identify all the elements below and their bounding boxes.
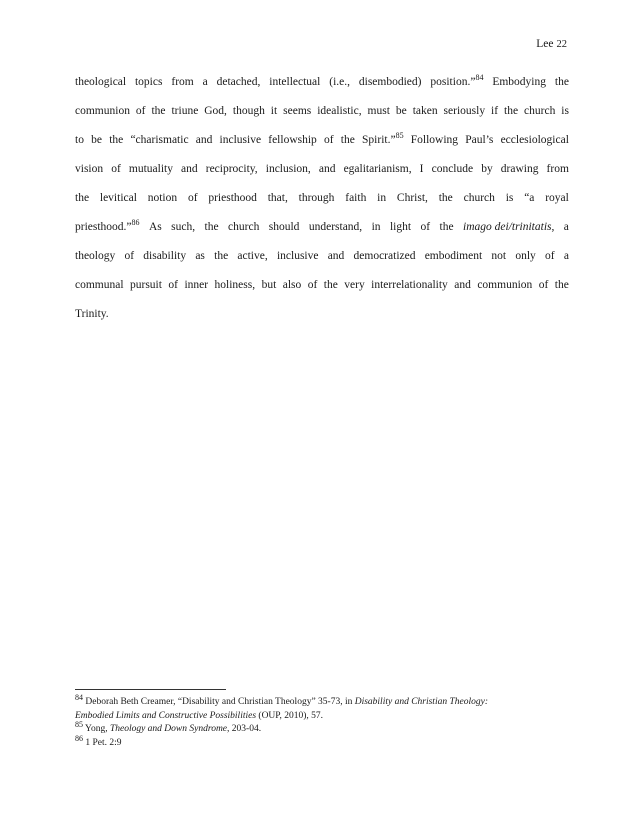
body-word: and [195,134,213,146]
footnote-continuation: Embodied Limits and Constructive Possibilities (OUP, 2010), 57. [75,710,324,721]
body-word: Embodying [492,76,546,88]
body-word: embodiment [424,250,483,262]
body-word: triune [171,105,199,117]
body-word: As [148,221,162,233]
body-line [75,213,569,242]
footnote-84: $^{84}$ Deborah Beth Creamer, “Disability and Christian Theology” 35-73, in Disability and Christian Theology: [75,692,488,707]
body-word: topics [134,76,163,88]
body-word: theology [75,250,116,262]
body-word: also [282,279,302,291]
body-word: if [491,105,499,117]
body-word: is [505,192,514,204]
body-word: inclusive [276,250,319,262]
body-word: seems [283,105,312,117]
body-word: of [538,279,549,291]
body-word: the [438,192,453,204]
body-word: egalitarianism, [343,163,412,175]
body-word: of [168,279,178,291]
header-author: Lee [536,38,554,50]
body-word: and [181,163,198,175]
body-word: not [491,250,507,262]
body-word: should [268,221,300,233]
body-word: but [261,279,277,291]
body-word: though [232,105,265,117]
body-word: Trinity. [75,308,109,320]
body-word: of [124,250,135,262]
body-word: understand, [308,221,363,233]
body-word: inclusive [219,134,262,146]
body-word: the [554,76,569,88]
body-word: imago dei/trinitatis, [463,221,555,233]
footnote-86: $^{86}$ 1 Pet. 2:9 [75,733,122,748]
body-word: God, [204,105,227,117]
footnote-reference: 86 [131,218,140,228]
header-page-number: 22 [556,39,567,50]
body-word: the [340,134,355,146]
body-word: such, [171,221,196,233]
body-word: Following [410,134,459,146]
body-word: pursuit [130,279,162,291]
body-word: the [151,105,166,117]
body-word: communal [75,279,124,291]
body-word: detached, [216,76,261,88]
body-word: is [561,105,569,117]
body-word: reciprocity, [205,163,258,175]
body-word: of [111,163,121,175]
body-word: as [195,250,205,262]
body-word: fellowship [268,134,317,146]
body-word: conclude [431,163,474,175]
body-word: light [389,221,412,233]
body-word: royal [545,192,569,204]
body-word: the [504,105,519,117]
body-word: levitical [99,192,137,204]
body-line [75,242,569,271]
body-word: of [545,250,555,262]
body-word: in [371,221,381,233]
body-word: the [75,192,90,204]
body-word: communion [477,279,533,291]
body-word: faith [345,192,367,204]
body-word: active, [237,250,268,262]
body-word: Christ, [396,192,428,204]
footnote-reference: 85 [395,131,404,141]
body-word: and [318,163,336,175]
body-word: of [307,279,318,291]
body-word: of [420,221,431,233]
footnotes [75,692,569,750]
body-word: seriously [443,105,486,117]
body-word: through [298,192,335,204]
body-line [75,126,569,155]
body-word: the [109,134,124,146]
body-word: democratized [353,250,416,262]
body-line [75,271,569,300]
body-word: of [324,134,334,146]
body-line [75,300,569,329]
body-word: by [481,163,493,175]
running-header [536,38,567,50]
body-word: disability [143,250,187,262]
body-word: mutuality [128,163,173,175]
body-word: priesthood [208,192,257,204]
body-word: in [377,192,387,204]
body-line [75,184,569,213]
body-word: and [327,250,345,262]
body-word: idealistic, [317,105,362,117]
body-word: the [214,250,229,262]
body-word: only [515,250,536,262]
body-word: of [187,192,198,204]
footnote-number: 84 [75,692,83,702]
body-word: Paul’s [465,134,494,146]
body-word: a [202,76,208,88]
footnote-85: $^{85}$ Yong, Theology and Down Syndrome, 203-04. [75,719,262,734]
body-word: position.”$^{84}$ [430,73,484,88]
body-word: the [204,221,219,233]
footnote-number: 85 [75,719,83,729]
body-word: it [270,105,278,117]
body-word: be [395,105,407,117]
body-word: be [91,134,102,146]
body-word: taken [412,105,438,117]
body-word: disembodied) [358,76,422,88]
body-word: ecclesiological [500,134,569,146]
body-word: church [463,192,495,204]
footnote-reference: 84 [475,73,484,83]
body-word: priesthood.”$^{86}$ [75,218,140,233]
body-word: “charismatic [130,134,189,146]
body-word: the [439,221,454,233]
body-word: theological [75,76,127,88]
body-word: inclusion, [265,163,311,175]
body-word: Spirit.”$^{85}$ [362,131,404,146]
body-word: and [454,279,471,291]
body-word: I [419,163,424,175]
body-word: to [75,134,84,146]
body-word: the [554,279,569,291]
body-word: from [171,76,194,88]
body-word: vision [75,163,104,175]
body-word: the [323,279,338,291]
body-word: church [524,105,556,117]
body-word: interrelationality [371,279,448,291]
body-word: (i.e., [329,76,350,88]
body-word: inner [184,279,209,291]
body-word: must [367,105,390,117]
body-line [75,68,569,97]
body-word: from [546,163,569,175]
body-word: of [135,105,146,117]
body-paragraph [75,68,569,329]
footnote-separator [75,689,226,690]
body-word: a [563,250,569,262]
body-line [75,155,569,184]
body-word: that, [267,192,288,204]
body-word: “a [524,192,535,204]
body-line [75,97,569,126]
body-word: notion [147,192,178,204]
body-word: drawing [500,163,539,175]
body-word: communion [75,105,130,117]
body-word: holiness, [214,279,256,291]
body-word: church [228,221,260,233]
body-word: very [344,279,365,291]
body-word: intellectual [269,76,321,88]
body-word: a [563,221,569,233]
footnote-number: 86 [75,733,83,743]
